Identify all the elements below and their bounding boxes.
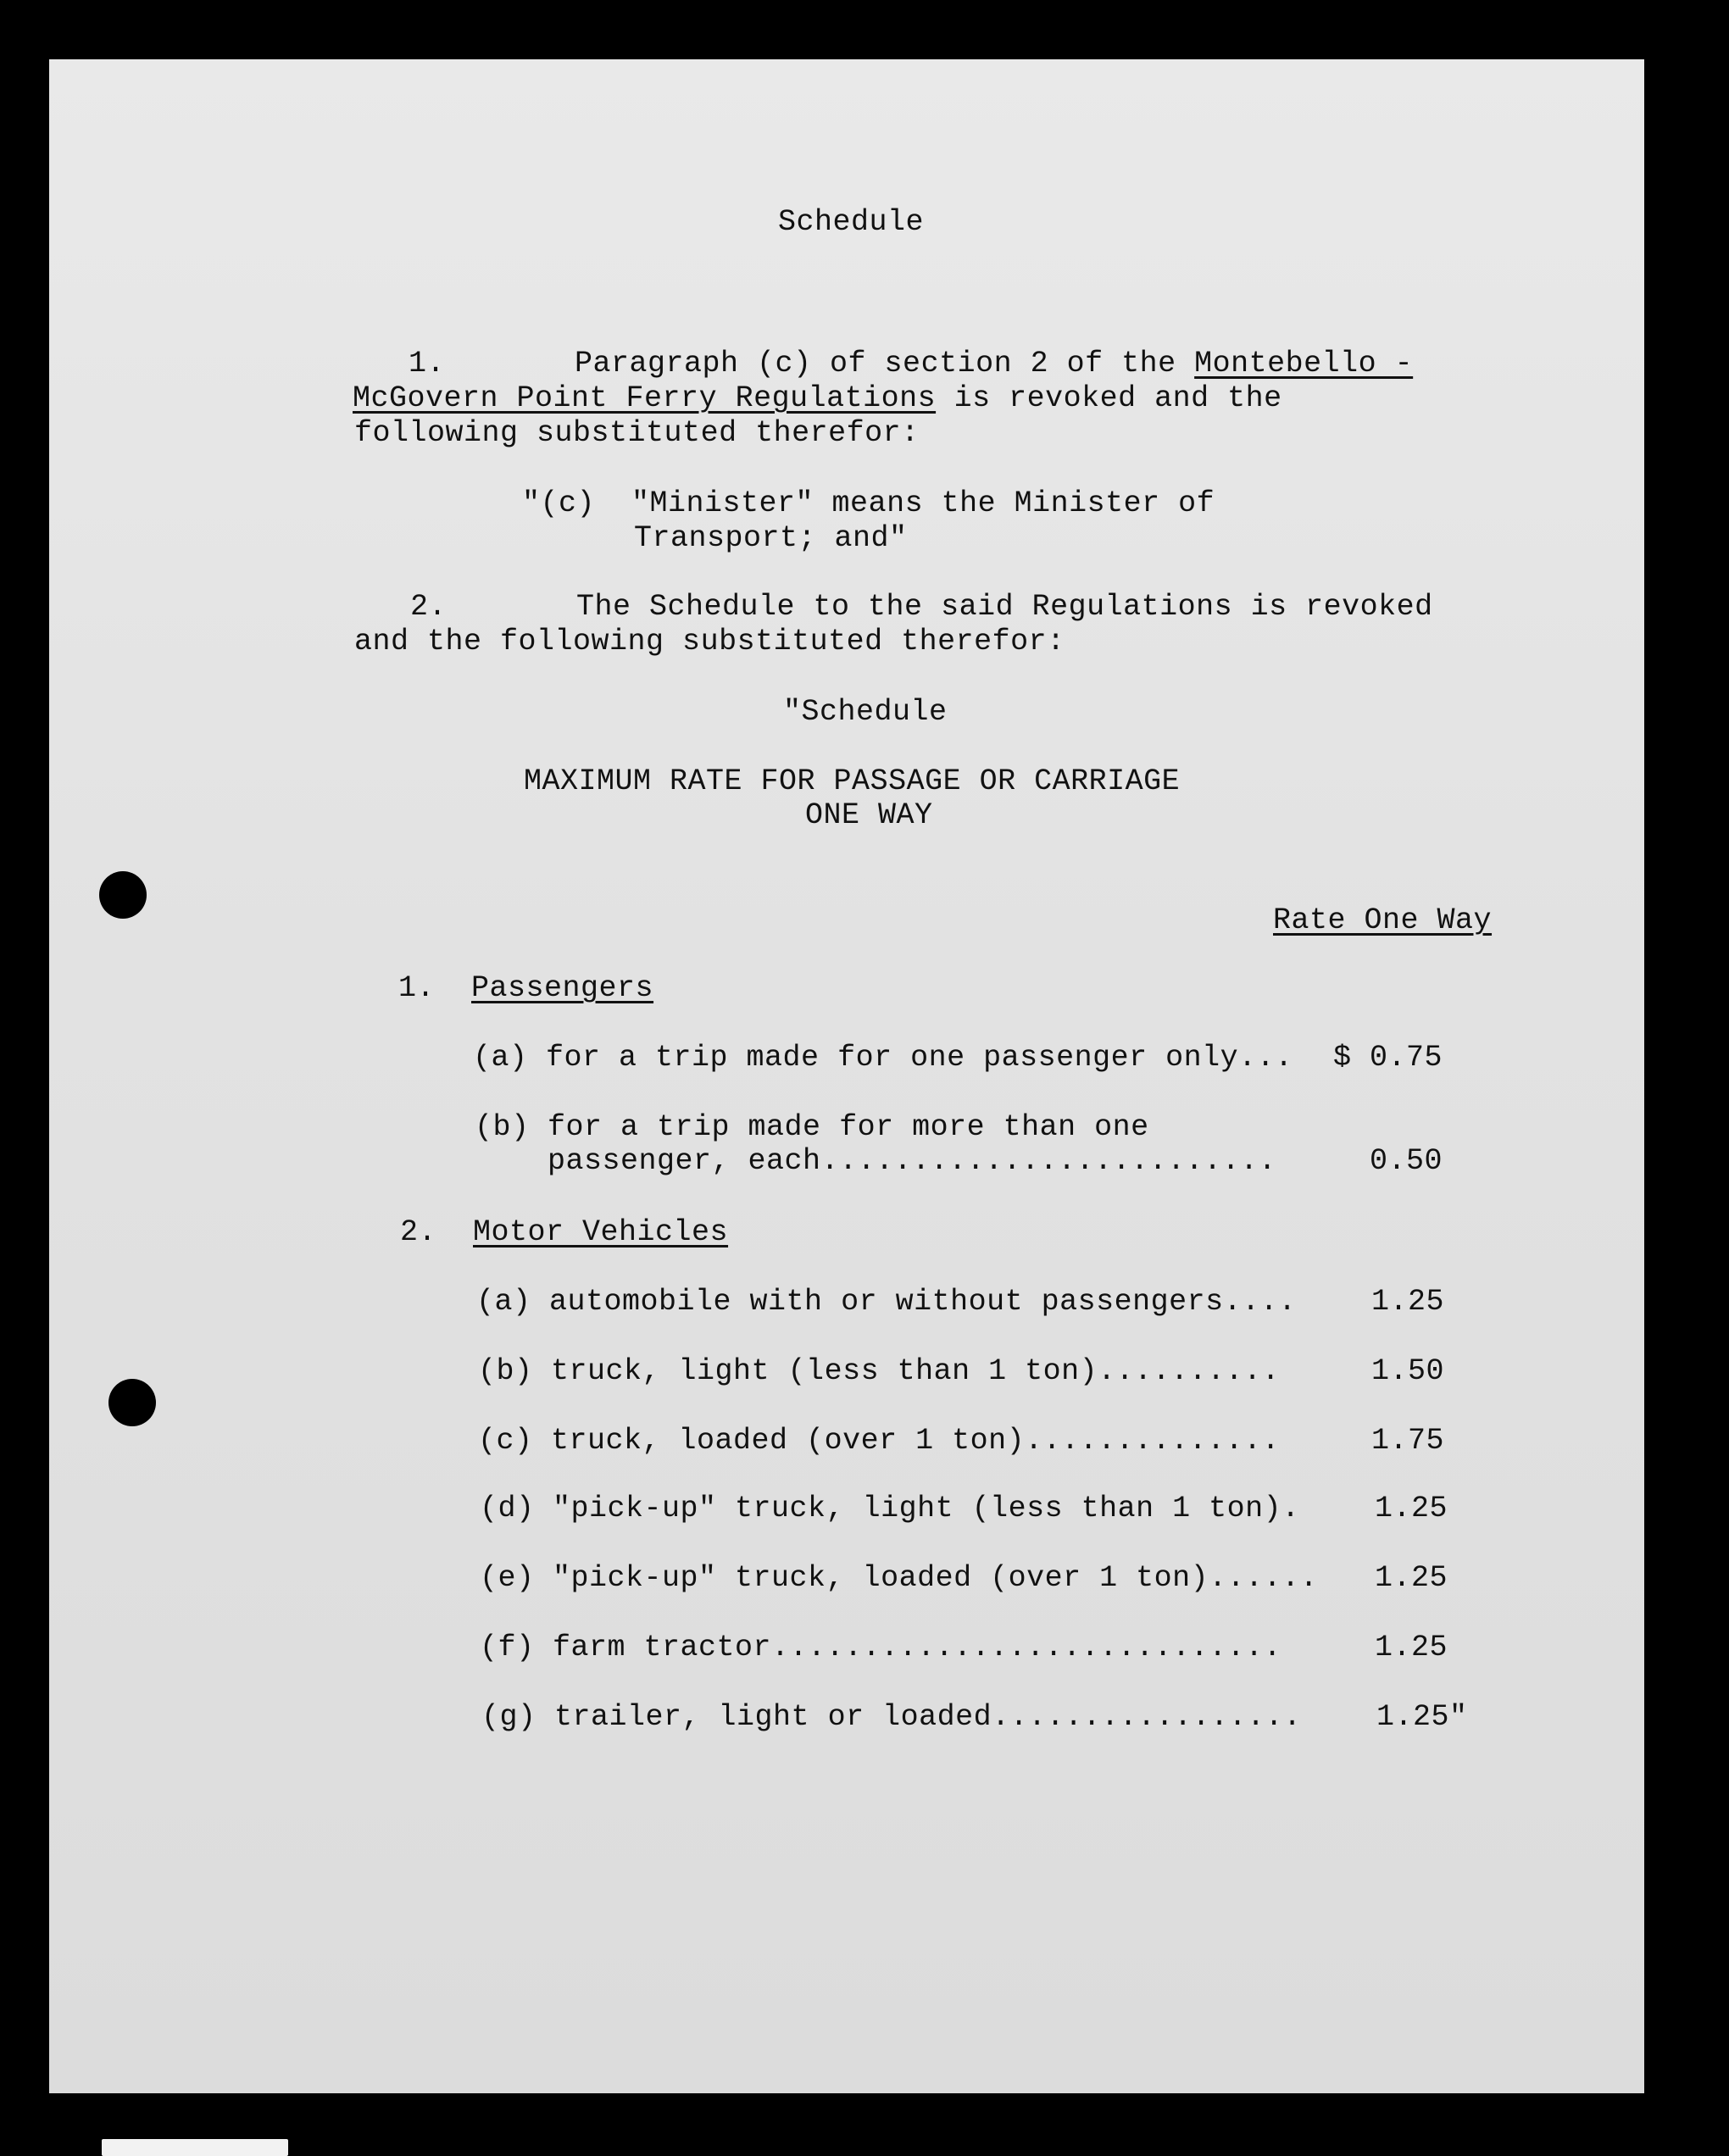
vehicle-rate-a-value: 1.25 — [1370, 1285, 1444, 1319]
quoted-definition-line1: "(c) "Minister" means the Minister of — [522, 486, 1215, 520]
item1-line2-text: is revoked and the — [936, 381, 1282, 415]
rate-column-header: Rate One Way — [1273, 903, 1493, 937]
item1-line1-text: Paragraph (c) of section 2 of the — [575, 347, 1195, 381]
vehicle-rate-d-text: (d) "pick-up" truck, light (less than 1 ton). — [480, 1492, 1300, 1525]
passenger-rate-b-value: 0.50 — [1369, 1144, 1443, 1178]
item1-line2 — [353, 381, 1282, 416]
binder-hole-bottom — [108, 1379, 156, 1426]
vehicle-rate-g-value: 1.25" — [1376, 1700, 1468, 1734]
item1-line1 — [575, 347, 1413, 381]
section2-title: Motor Vehicles — [473, 1215, 729, 1249]
section2-number: 2. — [400, 1215, 437, 1249]
vehicle-rate-e-value: 1.25 — [1374, 1561, 1448, 1595]
passenger-rate-b-text-cont: passenger, each......................... — [475, 1144, 1277, 1178]
vehicle-rate-b-text: (b) truck, light (less than 1 ton).......... — [478, 1354, 1281, 1388]
paper-scrap — [102, 2139, 288, 2156]
vehicle-rate-g-text: (g) trailer, light or loaded................. — [481, 1700, 1302, 1734]
rate-title-line2: ONE WAY — [805, 798, 933, 832]
item1-number: 1. — [409, 347, 446, 381]
vehicle-rate-f-value: 1.25 — [1374, 1631, 1448, 1664]
passenger-rate-a-text: (a) for a trip made for one passenger only... — [473, 1041, 1293, 1075]
section1-number: 1. — [398, 971, 436, 1005]
item2-number: 2. — [410, 590, 448, 624]
binder-hole-top — [99, 871, 147, 919]
passenger-rate-a-value: $ 0.75 — [1332, 1041, 1443, 1075]
vehicle-rate-c-value: 1.75 — [1370, 1424, 1444, 1458]
vehicle-rate-c-text: (c) truck, loaded (over 1 ton).............. — [478, 1424, 1281, 1458]
regulations-title-part1: Montebello - — [1194, 347, 1414, 381]
item2-line1: The Schedule to the said Regulations is revoked — [576, 590, 1433, 624]
page-heading: Schedule — [778, 205, 925, 239]
quoted-definition-line2: Transport; and" — [634, 521, 908, 555]
item2-line2: and the following substituted therefor: — [354, 625, 1065, 658]
vehicle-rate-a-text: (a) automobile with or without passengers.... — [476, 1285, 1297, 1319]
regulations-title-part2: McGovern Point Ferry Regulations — [353, 381, 937, 415]
rate-title-line1: MAXIMUM RATE FOR PASSAGE OR CARRIAGE — [524, 764, 1181, 798]
vehicle-rate-d-value: 1.25 — [1374, 1492, 1448, 1525]
vehicle-rate-f-text: (f) farm tractor............................ — [480, 1631, 1282, 1664]
schedule-heading: "Schedule — [783, 695, 948, 729]
section1-title: Passengers — [471, 971, 654, 1005]
item1-line3: following substituted therefor: — [354, 416, 920, 450]
passenger-rate-b-text: (b) for a trip made for more than one — [475, 1110, 1149, 1144]
vehicle-rate-b-value: 1.50 — [1370, 1354, 1444, 1388]
vehicle-rate-e-text: (e) "pick-up" truck, loaded (over 1 ton)...... — [480, 1561, 1319, 1595]
